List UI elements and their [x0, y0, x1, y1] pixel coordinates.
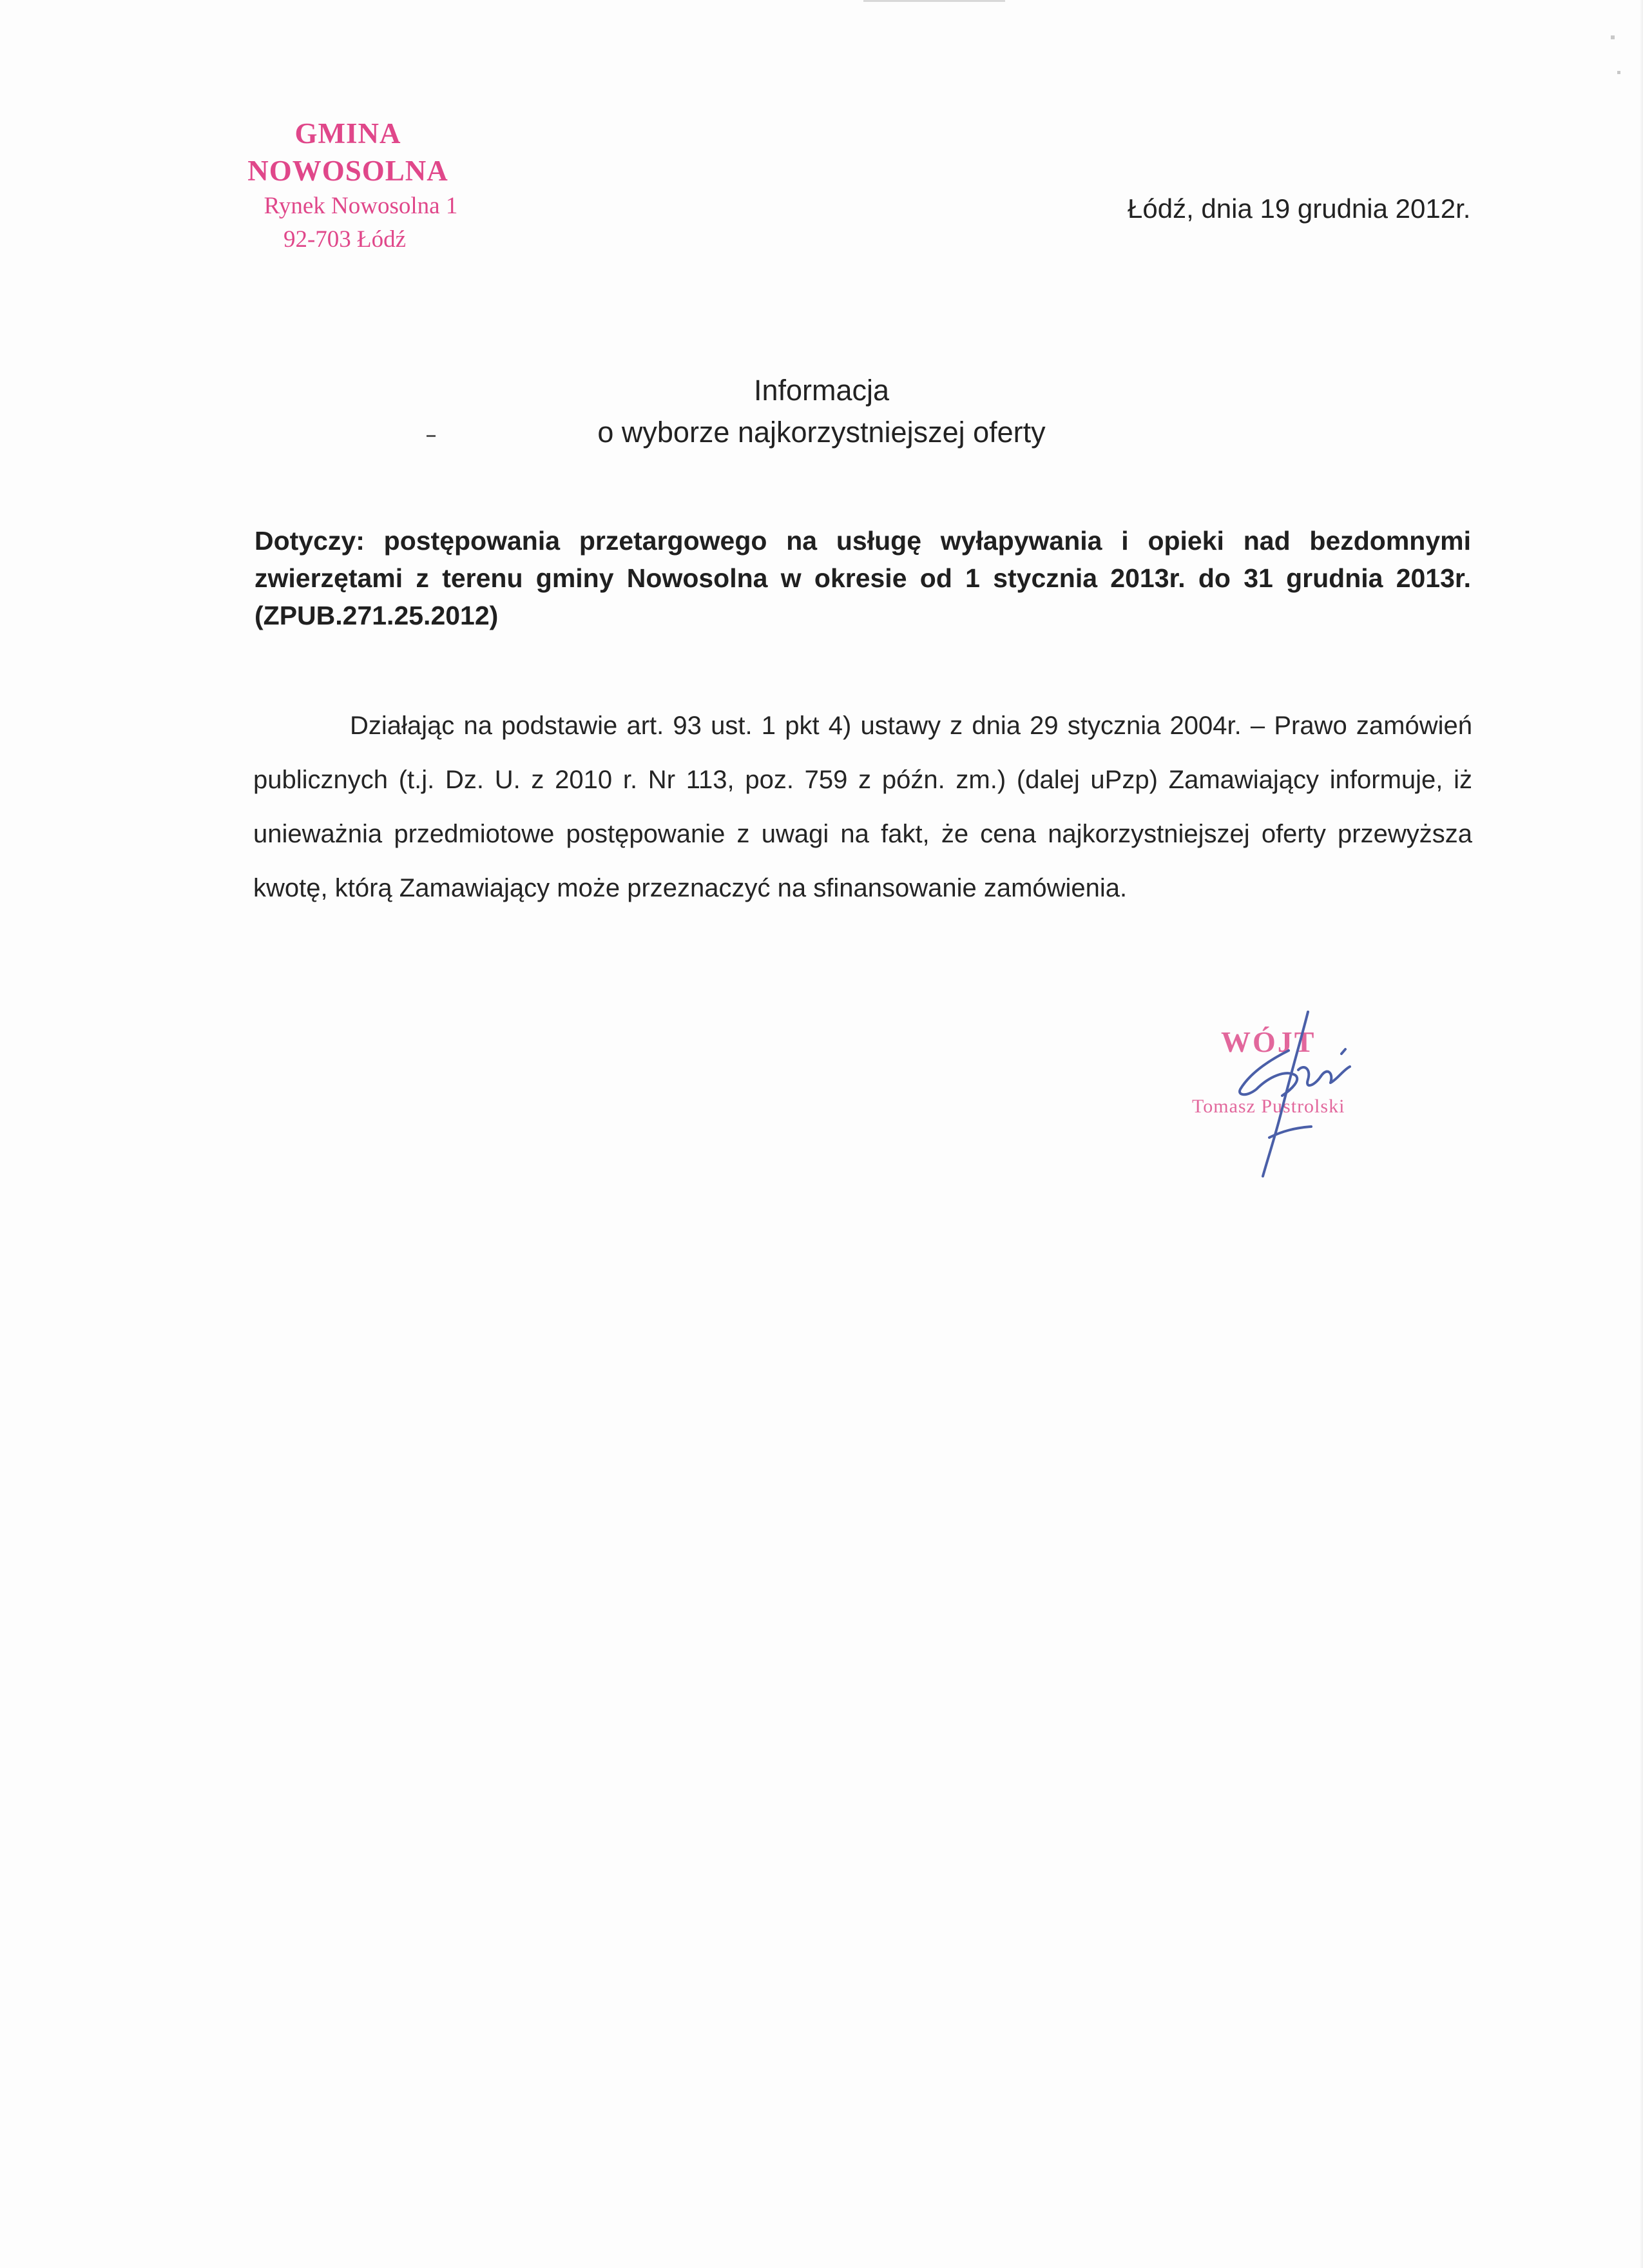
document-subtitle: o wyborze najkorzystniejszej oferty [597, 416, 1046, 449]
stamp-street: Rynek Nowosolna 1 [264, 193, 458, 219]
scan-dot [1617, 71, 1620, 74]
document-date: Łódź, dnia 19 grudnia 2012r. [1128, 193, 1471, 224]
signature-block [1173, 999, 1405, 1192]
stamp-name: GMINA NOWOSOLNA [247, 117, 448, 187]
scan-edge-right [1639, 0, 1643, 2268]
subject-paragraph: Dotyczy: postępowania przetargowego na usługę wyłapywania i opieki nad bezdomnymi zwierzętami z terenu gminy Nowosolna w okresie od 1 stycznia 2013r. do 31 grudnia 2013r. (ZPUB.271.25.2012) [255, 526, 1471, 630]
municipality-stamp [193, 115, 503, 257]
stamp-postal: 92-703 Łódź [283, 226, 407, 253]
signature-stamp-name: Tomasz Pustrolski [1192, 1096, 1345, 1117]
scan-edge-top [863, 0, 1005, 2]
scan-dot [1611, 35, 1615, 39]
handwritten-signature [1173, 999, 1405, 1192]
body-paragraph: Działając na podstawie art. 93 ust. 1 pkt 4) ustawy z dnia 29 stycznia 2004r. – Prawo zamówień publicznych (t.j. Dz. U. z 2010 r. Nr 113, poz. 759 z późn. zm.) (dalej uPzp) Zamawiający informuje, iż unieważnia przedmiotowe postępowanie z uwagi na fakt, że cena najkorzystniejszej oferty przewyższa kwotę, którą Zamawiający może przeznaczyć na sfinansowanie zamówienia. [253, 712, 1472, 902]
signature-stamp-title: WÓJT [1221, 1025, 1316, 1058]
document-title: Informacja [753, 374, 890, 407]
